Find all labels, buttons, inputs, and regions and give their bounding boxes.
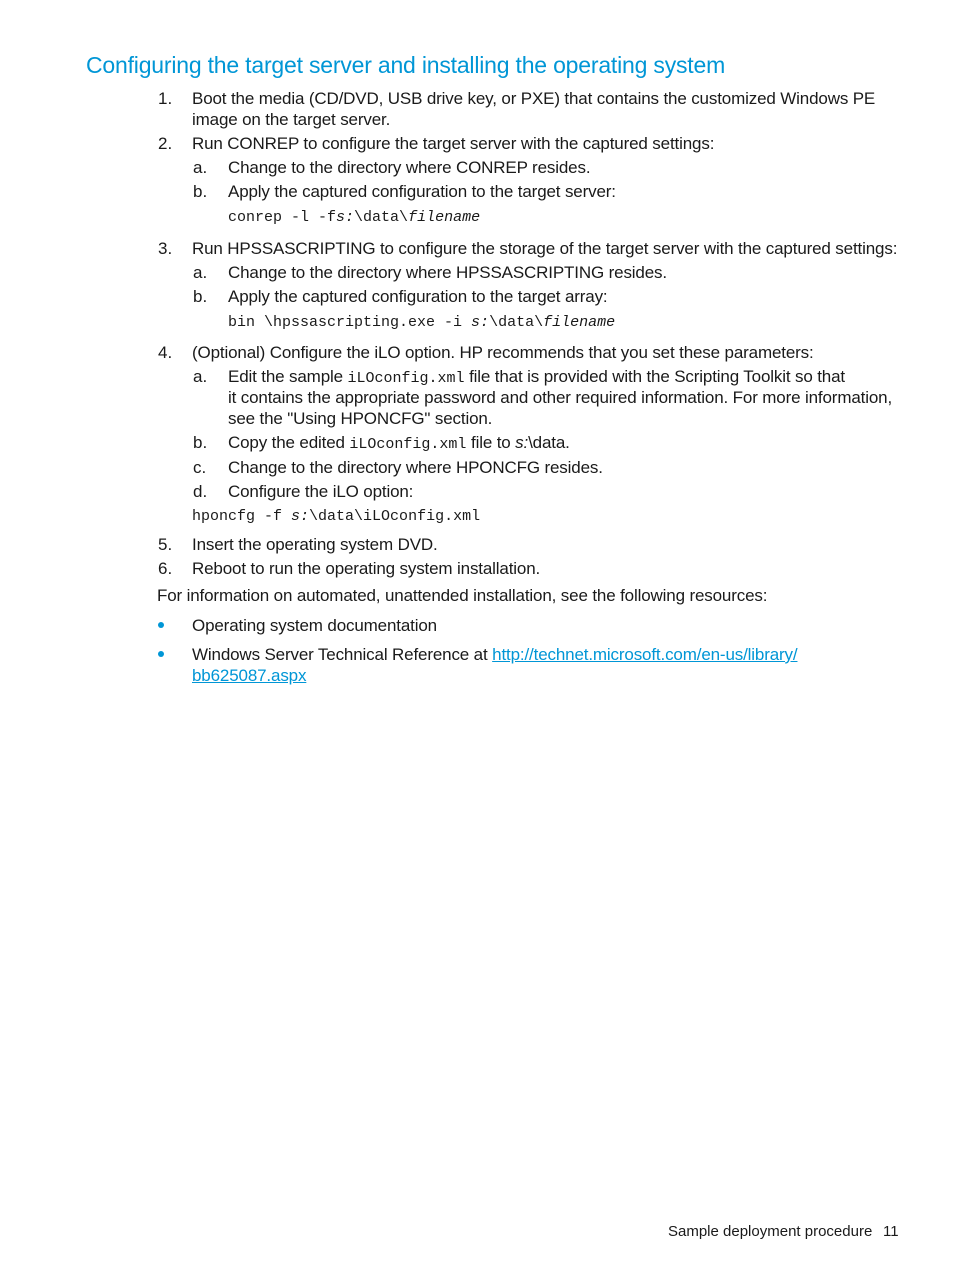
substep-text-part: file that is provided with the Scripting Toolkit so that bbox=[464, 367, 845, 386]
code-variable: s: bbox=[336, 209, 355, 226]
code-sample bbox=[228, 313, 615, 333]
step-number: 1. bbox=[158, 89, 173, 108]
substep-letter: d. bbox=[193, 482, 208, 501]
filename-code: iLOconfig.xml bbox=[349, 436, 467, 453]
step-text: Run HPSSASCRIPTING to configure the storage of the target server with the captured settings: bbox=[192, 239, 898, 258]
substep-text-part: Copy the edited bbox=[228, 433, 350, 452]
code-sample bbox=[228, 208, 480, 228]
substep-text-part: file to bbox=[466, 433, 516, 452]
bullet-icon bbox=[158, 651, 164, 657]
substep-text: Configure the iLO option: bbox=[228, 482, 414, 501]
code-variable: s: bbox=[471, 314, 490, 331]
technet-link[interactable]: http://technet.microsoft.com/en-us/library/ bbox=[492, 645, 798, 664]
code-text: bin \hpssascripting.exe -i bbox=[228, 314, 472, 331]
step-number: 4. bbox=[158, 343, 173, 362]
code-text: \data\ bbox=[354, 209, 409, 226]
step-text: (Optional) Configure the iLO option. HP recommends that you set these parameters: bbox=[192, 343, 814, 362]
drive-variable: s: bbox=[515, 433, 529, 452]
resources-paragraph: For information on automated, unattended installation, see the following resources: bbox=[157, 586, 768, 605]
bullet-text-part: Windows Server Technical Reference at bbox=[192, 645, 493, 664]
code-variable: filename bbox=[543, 314, 616, 331]
substep-letter: c. bbox=[193, 458, 207, 477]
code-text: hponcfg -f bbox=[192, 508, 292, 525]
step-text: Reboot to run the operating system installation. bbox=[192, 559, 541, 578]
footer-section-title: Sample deployment procedure bbox=[668, 1223, 873, 1240]
filename-code: iLOconfig.xml bbox=[347, 370, 465, 387]
substep-text: Change to the directory where HPSSASCRIPTING resides. bbox=[228, 263, 667, 282]
bullet-text: Operating system documentation bbox=[192, 616, 437, 635]
substep-text bbox=[228, 366, 845, 389]
substep-text: Apply the captured configuration to the target array: bbox=[228, 287, 608, 306]
substep-letter: b. bbox=[193, 287, 208, 306]
code-sample bbox=[192, 507, 480, 527]
substep-text-part: \data. bbox=[528, 433, 570, 452]
substep-text: Change to the directory where HPONCFG resides. bbox=[228, 458, 603, 477]
substep-letter: a. bbox=[193, 158, 208, 177]
bullet-text bbox=[192, 665, 306, 686]
code-text: \data\ bbox=[489, 314, 544, 331]
page-number: 11 bbox=[883, 1223, 899, 1240]
code-variable: s: bbox=[291, 508, 310, 525]
code-text: \data\iLOconfig.xml bbox=[309, 508, 481, 525]
step-text: Run CONREP to configure the target server with the captured settings: bbox=[192, 134, 715, 153]
substep-text: Change to the directory where CONREP resides. bbox=[228, 158, 591, 177]
substep-text bbox=[228, 432, 570, 455]
substep-letter: b. bbox=[193, 433, 208, 452]
step-text: image on the target server. bbox=[192, 110, 391, 129]
bullet-icon bbox=[158, 622, 164, 628]
code-variable: filename bbox=[408, 209, 481, 226]
substep-text: see the "Using HPONCFG" section. bbox=[228, 409, 493, 428]
code-text: conrep -l -f bbox=[228, 209, 337, 226]
step-number: 3. bbox=[158, 239, 173, 258]
substep-letter: a. bbox=[193, 367, 208, 386]
substep-text: it contains the appropriate password and other required information. For more information, bbox=[228, 388, 893, 407]
substep-text: Apply the captured configuration to the target server: bbox=[228, 182, 616, 201]
bullet-text bbox=[192, 644, 797, 665]
step-text: Insert the operating system DVD. bbox=[192, 535, 438, 554]
step-text: Boot the media (CD/DVD, USB drive key, or PXE) that contains the customized Windows PE bbox=[192, 89, 876, 108]
substep-letter: a. bbox=[193, 263, 208, 282]
step-number: 6. bbox=[158, 559, 173, 578]
section-heading: Configuring the target server and installing the operating system bbox=[86, 52, 726, 78]
substep-letter: b. bbox=[193, 182, 208, 201]
technet-link-continued[interactable]: bb625087.aspx bbox=[192, 666, 307, 685]
step-number: 5. bbox=[158, 535, 173, 554]
substep-text-part: Edit the sample bbox=[228, 367, 348, 386]
step-number: 2. bbox=[158, 134, 173, 153]
